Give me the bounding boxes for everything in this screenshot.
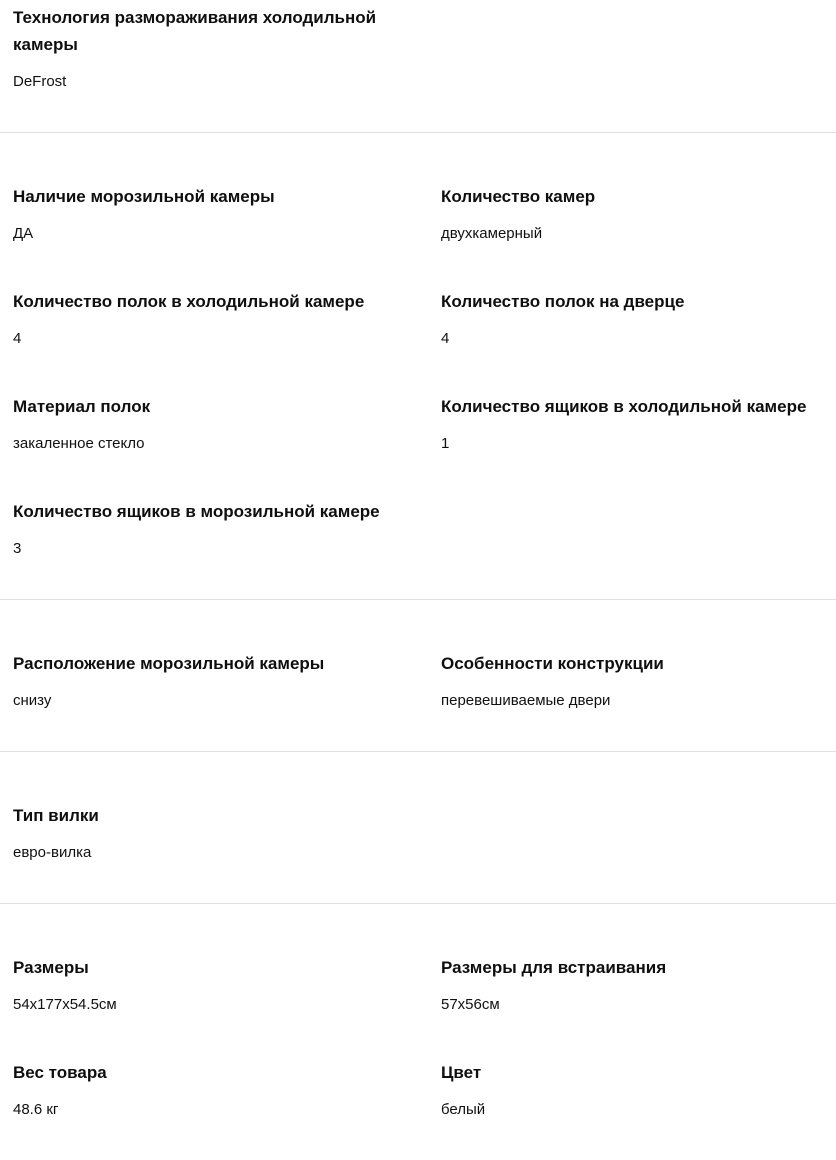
spec-label: Количество ящиков в морозильной камере	[13, 502, 380, 521]
spec-label: Размеры для встраивания	[441, 958, 667, 977]
spec-section-dimensions	[0, 904, 836, 1160]
spec-row	[13, 498, 823, 559]
spec-value: DeFrost	[13, 73, 67, 90]
spec-value: закаленное стекло	[13, 435, 145, 452]
spec-value: двухкамерный	[441, 225, 543, 242]
spec-label: Технология размораживания холодильной камеры	[13, 8, 377, 54]
spec-label: Материал полок	[13, 397, 151, 416]
spec-label: Количество полок в холодильной камере	[13, 292, 365, 311]
spec-label: Количество камер	[441, 187, 596, 206]
spec-label: Наличие морозильной камеры	[13, 187, 275, 206]
spec-item-builtin-dimensions	[441, 954, 823, 1015]
spec-item-fridge-drawers	[441, 393, 823, 454]
spec-row	[13, 802, 823, 863]
spec-label: Вес товара	[13, 1063, 107, 1082]
spec-item-color	[441, 1059, 823, 1120]
spec-item-dimensions	[13, 954, 428, 1015]
spec-label: Цвет	[441, 1063, 482, 1082]
spec-section-construction	[0, 600, 836, 751]
spec-label: Особенности конструкции	[441, 654, 664, 673]
spec-item-door-shelves	[441, 288, 823, 349]
spec-item-freezer-drawers	[13, 498, 428, 559]
spec-item-freezer-location	[13, 650, 428, 711]
spec-item-defrost-technology	[13, 4, 428, 92]
spec-label: Расположение морозильной камеры	[13, 654, 325, 673]
spec-label: Количество полок на дверце	[441, 292, 685, 311]
spec-item-construction-features	[441, 650, 823, 711]
spec-value: белый	[441, 1101, 486, 1118]
spec-value: 54х177х54.5см	[13, 996, 117, 1013]
spec-value: 4	[13, 330, 22, 347]
spec-value: 57х56см	[441, 996, 500, 1013]
spec-row	[13, 183, 823, 244]
spec-label: Тип вилки	[13, 806, 99, 825]
spec-value: 4	[441, 330, 450, 347]
spec-item-weight	[13, 1059, 428, 1120]
spec-row	[13, 288, 823, 349]
spec-row	[13, 4, 823, 92]
spec-value: 1	[441, 435, 450, 452]
spec-value: снизу	[13, 692, 52, 709]
spec-row	[13, 954, 823, 1015]
spec-item-chamber-count	[441, 183, 823, 244]
spec-item-plug-type	[13, 802, 428, 863]
spec-row	[13, 1059, 823, 1120]
spec-section-chambers	[0, 133, 836, 599]
spec-section-defrost	[0, 0, 836, 132]
spec-label: Количество ящиков в холодильной камере	[441, 397, 807, 416]
spec-value: ДА	[13, 225, 34, 242]
spec-row	[13, 393, 823, 454]
spec-section-plug	[0, 752, 836, 903]
spec-row	[13, 650, 823, 711]
spec-item-shelf-material	[13, 393, 428, 454]
spec-value: перевешиваемые двери	[441, 692, 611, 709]
spec-value: 48.6 кг	[13, 1101, 59, 1118]
spec-item-freezer-presence	[13, 183, 428, 244]
spec-label: Размеры	[13, 958, 89, 977]
spec-value: 3	[13, 540, 22, 557]
spec-value: евро-вилка	[13, 844, 92, 861]
spec-item-fridge-shelves	[13, 288, 428, 349]
